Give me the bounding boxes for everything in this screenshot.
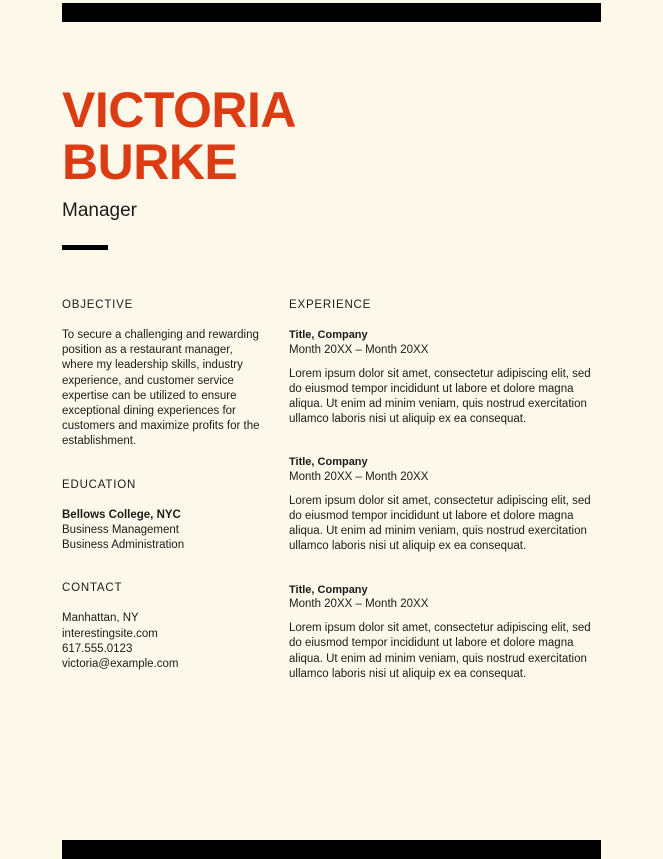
experience-title: Title, Company: [289, 583, 368, 596]
bottom-decorative-bar: [62, 840, 601, 859]
objective-heading: OBJECTIVE: [62, 299, 134, 311]
experience-dates: Month 20XX – Month 20XX: [289, 470, 429, 483]
experience-dates: Month 20XX – Month 20XX: [289, 343, 429, 356]
experience-entry: [289, 583, 601, 682]
resume-body-columns: [62, 299, 601, 682]
top-decorative-bar: [62, 3, 601, 22]
education-school: Bellows College, NYC: [62, 508, 181, 521]
right-column: [289, 299, 601, 682]
first-name: VICTORIA: [62, 82, 296, 138]
education-section: [62, 479, 262, 554]
job-role-subtitle: Manager: [62, 200, 137, 221]
education-heading: EDUCATION: [62, 478, 137, 491]
experience-title: Title, Company: [289, 329, 368, 341]
contact-phone[interactable]: 617.555.0123: [62, 643, 133, 656]
contact-heading: CONTACT: [62, 582, 123, 595]
experience-heading: EXPERIENCE: [289, 299, 372, 311]
contact-location: Manhattan, NY: [62, 612, 139, 625]
education-program-2: Business Administration: [62, 539, 185, 552]
objective-section: [62, 299, 262, 450]
experience-entry: [289, 455, 601, 554]
education-program-1: Business Management: [62, 523, 179, 536]
experience-entry: [289, 328, 601, 427]
experience-dates: Month 20XX – Month 20XX: [289, 598, 429, 611]
objective-text: To secure a challenging and rewarding position as a restaurant manager, where my leadership skills, industry experience, and customer service expertise can be utilized to ensure exceptional dining experiences for customers and maximize profits for the establishment.: [62, 329, 260, 448]
experience-description: Lorem ipsum dolor sit amet, consectetur adipiscing elit, sed do eiusmod tempor incididunt ut labore et dolore magna aliqua. Ut enim ad minim veniam, quis nostrud exercitation ullamco laboris nisi ut aliquip ex ea consequat.: [289, 367, 591, 426]
experience-title: Title, Company: [289, 456, 368, 469]
experience-section: [289, 299, 601, 682]
contact-website[interactable]: interestingsite.com: [62, 627, 158, 640]
experience-description: Lorem ipsum dolor sit amet, consectetur adipiscing elit, sed do eiusmod tempor incididunt ut labore et dolore magna aliqua. Ut enim ad minim veniam, quis nostrud exercitation ullamco laboris nisi ut aliquip ex ea consequat.: [289, 622, 591, 680]
left-column: [62, 299, 262, 673]
last-name: BURKE: [62, 134, 238, 190]
contact-email[interactable]: victoria@example.com: [62, 658, 179, 671]
resume-header: [62, 84, 601, 250]
header-divider-rule: [62, 245, 108, 250]
experience-description: Lorem ipsum dolor sit amet, consectetur adipiscing elit, sed do eiusmod tempor incididunt ut labore et dolore magna aliqua. Ut enim ad minim veniam, quis nostrud exercitation ullamco laboris nisi ut aliquip ex ea consequat.: [289, 494, 591, 553]
contact-section: [62, 582, 262, 673]
